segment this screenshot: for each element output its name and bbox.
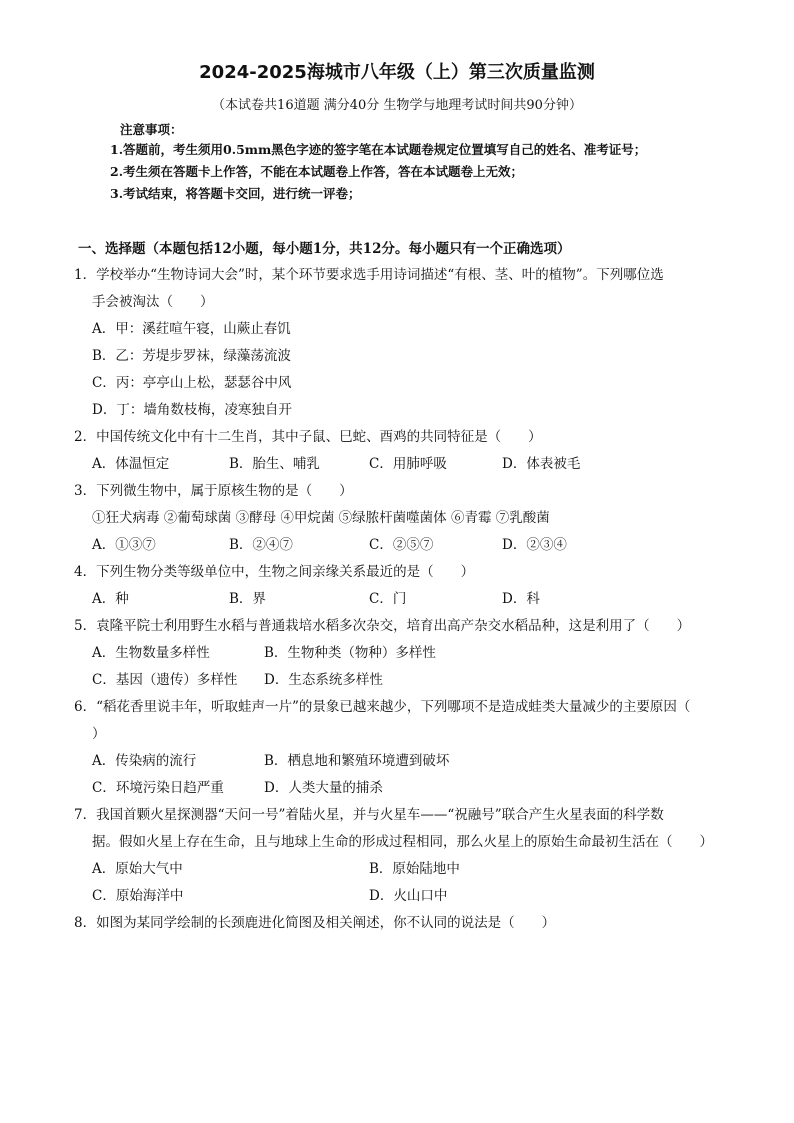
question-4-option-d: D．科 bbox=[502, 591, 540, 607]
question-4-option-c: C．门 bbox=[369, 591, 407, 607]
question-5-options-ab bbox=[74, 640, 734, 667]
question-1-option-d: D．丁：墙角数枝梅，凌寒独自开 bbox=[92, 402, 292, 418]
question-7-options-cd bbox=[74, 883, 734, 910]
exam-title: 2024-2025海城市八年级（上）第三次质量监测 bbox=[199, 62, 595, 83]
question-1-line-2: 手会被淘汰（ ） bbox=[92, 294, 214, 310]
question-1-line-1: 1．学校举办“生物诗词大会”时，某个环节要求选手用诗词描述“有根、茎、叶的植物”。下列哪位选 bbox=[74, 267, 664, 283]
notes-item: 1.答题前，考生须用0.5mm黑色字迹的签字笔在本试题卷规定位置填写自己的姓名、准考证号； bbox=[110, 142, 647, 157]
question-6-line-2: ） bbox=[92, 726, 106, 742]
notes-block bbox=[110, 121, 646, 205]
question-4-stem: 4．下列生物分类等级单位中，生物之间亲缘关系最近的是（ ） bbox=[74, 564, 475, 580]
question-7-options-ab bbox=[74, 856, 734, 883]
question-4-option-b: B．界 bbox=[229, 591, 266, 607]
question-2-option-a: A．体温恒定 bbox=[92, 456, 170, 472]
question-4-options bbox=[74, 586, 734, 613]
question-6-options-ab bbox=[74, 748, 734, 775]
question-7-line-1: 7．我国首颗火星探测器“天问一号”着陆火星，并与火星车——“祝融号”联合产生火星表面的科学数 bbox=[74, 807, 664, 823]
question-7-option-c: C．原始海洋中 bbox=[92, 888, 184, 904]
question-6-line-1: 6．“稻花香里说丰年，听取蛙声一片”的景象已越来越少，下列哪项不是造成蛙类大量减少的主要原因（ bbox=[74, 699, 691, 715]
question-7-option-a: A．原始大气中 bbox=[92, 861, 183, 877]
question-5-options-cd bbox=[74, 667, 734, 694]
question-6-option-d: D．人类大量的捕杀 bbox=[264, 780, 383, 796]
question-5-option-d: D．生态系统多样性 bbox=[264, 672, 383, 688]
question-3-stem: 3．下列微生物中，属于原核生物的是（ ） bbox=[74, 483, 353, 499]
question-3-options bbox=[74, 532, 734, 559]
question-3-option-c: C．②⑤⑦ bbox=[369, 537, 434, 553]
question-3-option-a: A．①③⑦ bbox=[92, 537, 156, 553]
question-5-option-b: B．生物种类（物种）多样性 bbox=[264, 645, 436, 661]
question-2-option-c: C．用肺呼吸 bbox=[369, 456, 447, 472]
question-5-option-c: C．基因（遗传）多样性 bbox=[92, 672, 238, 688]
section-heading: 一、选择题（本题包括12小题，每小题1分，共12分。每小题只有一个正确选项） bbox=[78, 241, 571, 257]
notes-item: 3.考试结束，将答题卡交回，进行统一评卷； bbox=[110, 186, 361, 201]
question-5-option-a: A．生物数量多样性 bbox=[92, 645, 210, 661]
question-7-option-b: B．原始陆地中 bbox=[369, 861, 460, 877]
question-3-option-b: B．②④⑦ bbox=[229, 537, 293, 553]
question-7-option-d: D．火山口中 bbox=[369, 888, 448, 904]
question-5-stem: 5．袁隆平院士利用野生水稻与普通栽培水稻多次杂交，培育出高产杂交水稻品种，这是利用了（ ） bbox=[74, 618, 691, 634]
question-2-stem: 2．中国传统文化中有十二生肖，其中子鼠、巳蛇、酉鸡的共同特征是（ ） bbox=[74, 429, 542, 445]
question-list bbox=[74, 262, 734, 937]
question-3-option-d: D．②③④ bbox=[502, 537, 567, 553]
notes-item: 2.考生须在答题卡上作答，不能在本试题卷上作答，答在本试题卷上无效； bbox=[110, 164, 524, 179]
question-1-option-c: C．丙：亭亭山上松，瑟瑟谷中风 bbox=[92, 375, 292, 391]
question-6-option-c: C．环境污染日趋严重 bbox=[92, 780, 224, 796]
exam-subtitle: （本试卷共16道题 满分40分 生物学与地理考试时间共90分钟） bbox=[212, 98, 582, 113]
question-2-options bbox=[74, 451, 734, 478]
question-7-line-2: 据。假如火星上存在生命，且与地球上生命的形成过程相同，那么火星上的原始生命最初生活在（ ） bbox=[92, 834, 713, 850]
question-1-option-a: A．甲：溪荭喧午寝，山蕨止春饥 bbox=[92, 321, 291, 337]
question-1-option-b: B．乙：芳堤步罗袜，绿藻荡流波 bbox=[92, 348, 291, 364]
question-6-option-b: B．栖息地和繁殖环境遭到破坏 bbox=[264, 753, 450, 769]
question-4-option-a: A．种 bbox=[92, 591, 129, 607]
question-3-list: ①狂犬病毒 ②葡萄球菌 ③酵母 ④甲烷菌 ⑤绿脓杆菌噬菌体 ⑥青霉 ⑦乳酸菌 bbox=[92, 510, 550, 526]
question-6-options-cd bbox=[74, 775, 734, 802]
question-2-option-d: D．体表被毛 bbox=[502, 456, 581, 472]
notes-heading: 注意事项： bbox=[120, 122, 183, 137]
question-2-option-b: B．胎生、哺乳 bbox=[229, 456, 320, 472]
question-8-stem: 8．如图为某同学绘制的长颈鹿进化简图及相关阐述，你不认同的说法是（ ） bbox=[74, 915, 556, 931]
question-6-option-a: A．传染病的流行 bbox=[92, 753, 197, 769]
